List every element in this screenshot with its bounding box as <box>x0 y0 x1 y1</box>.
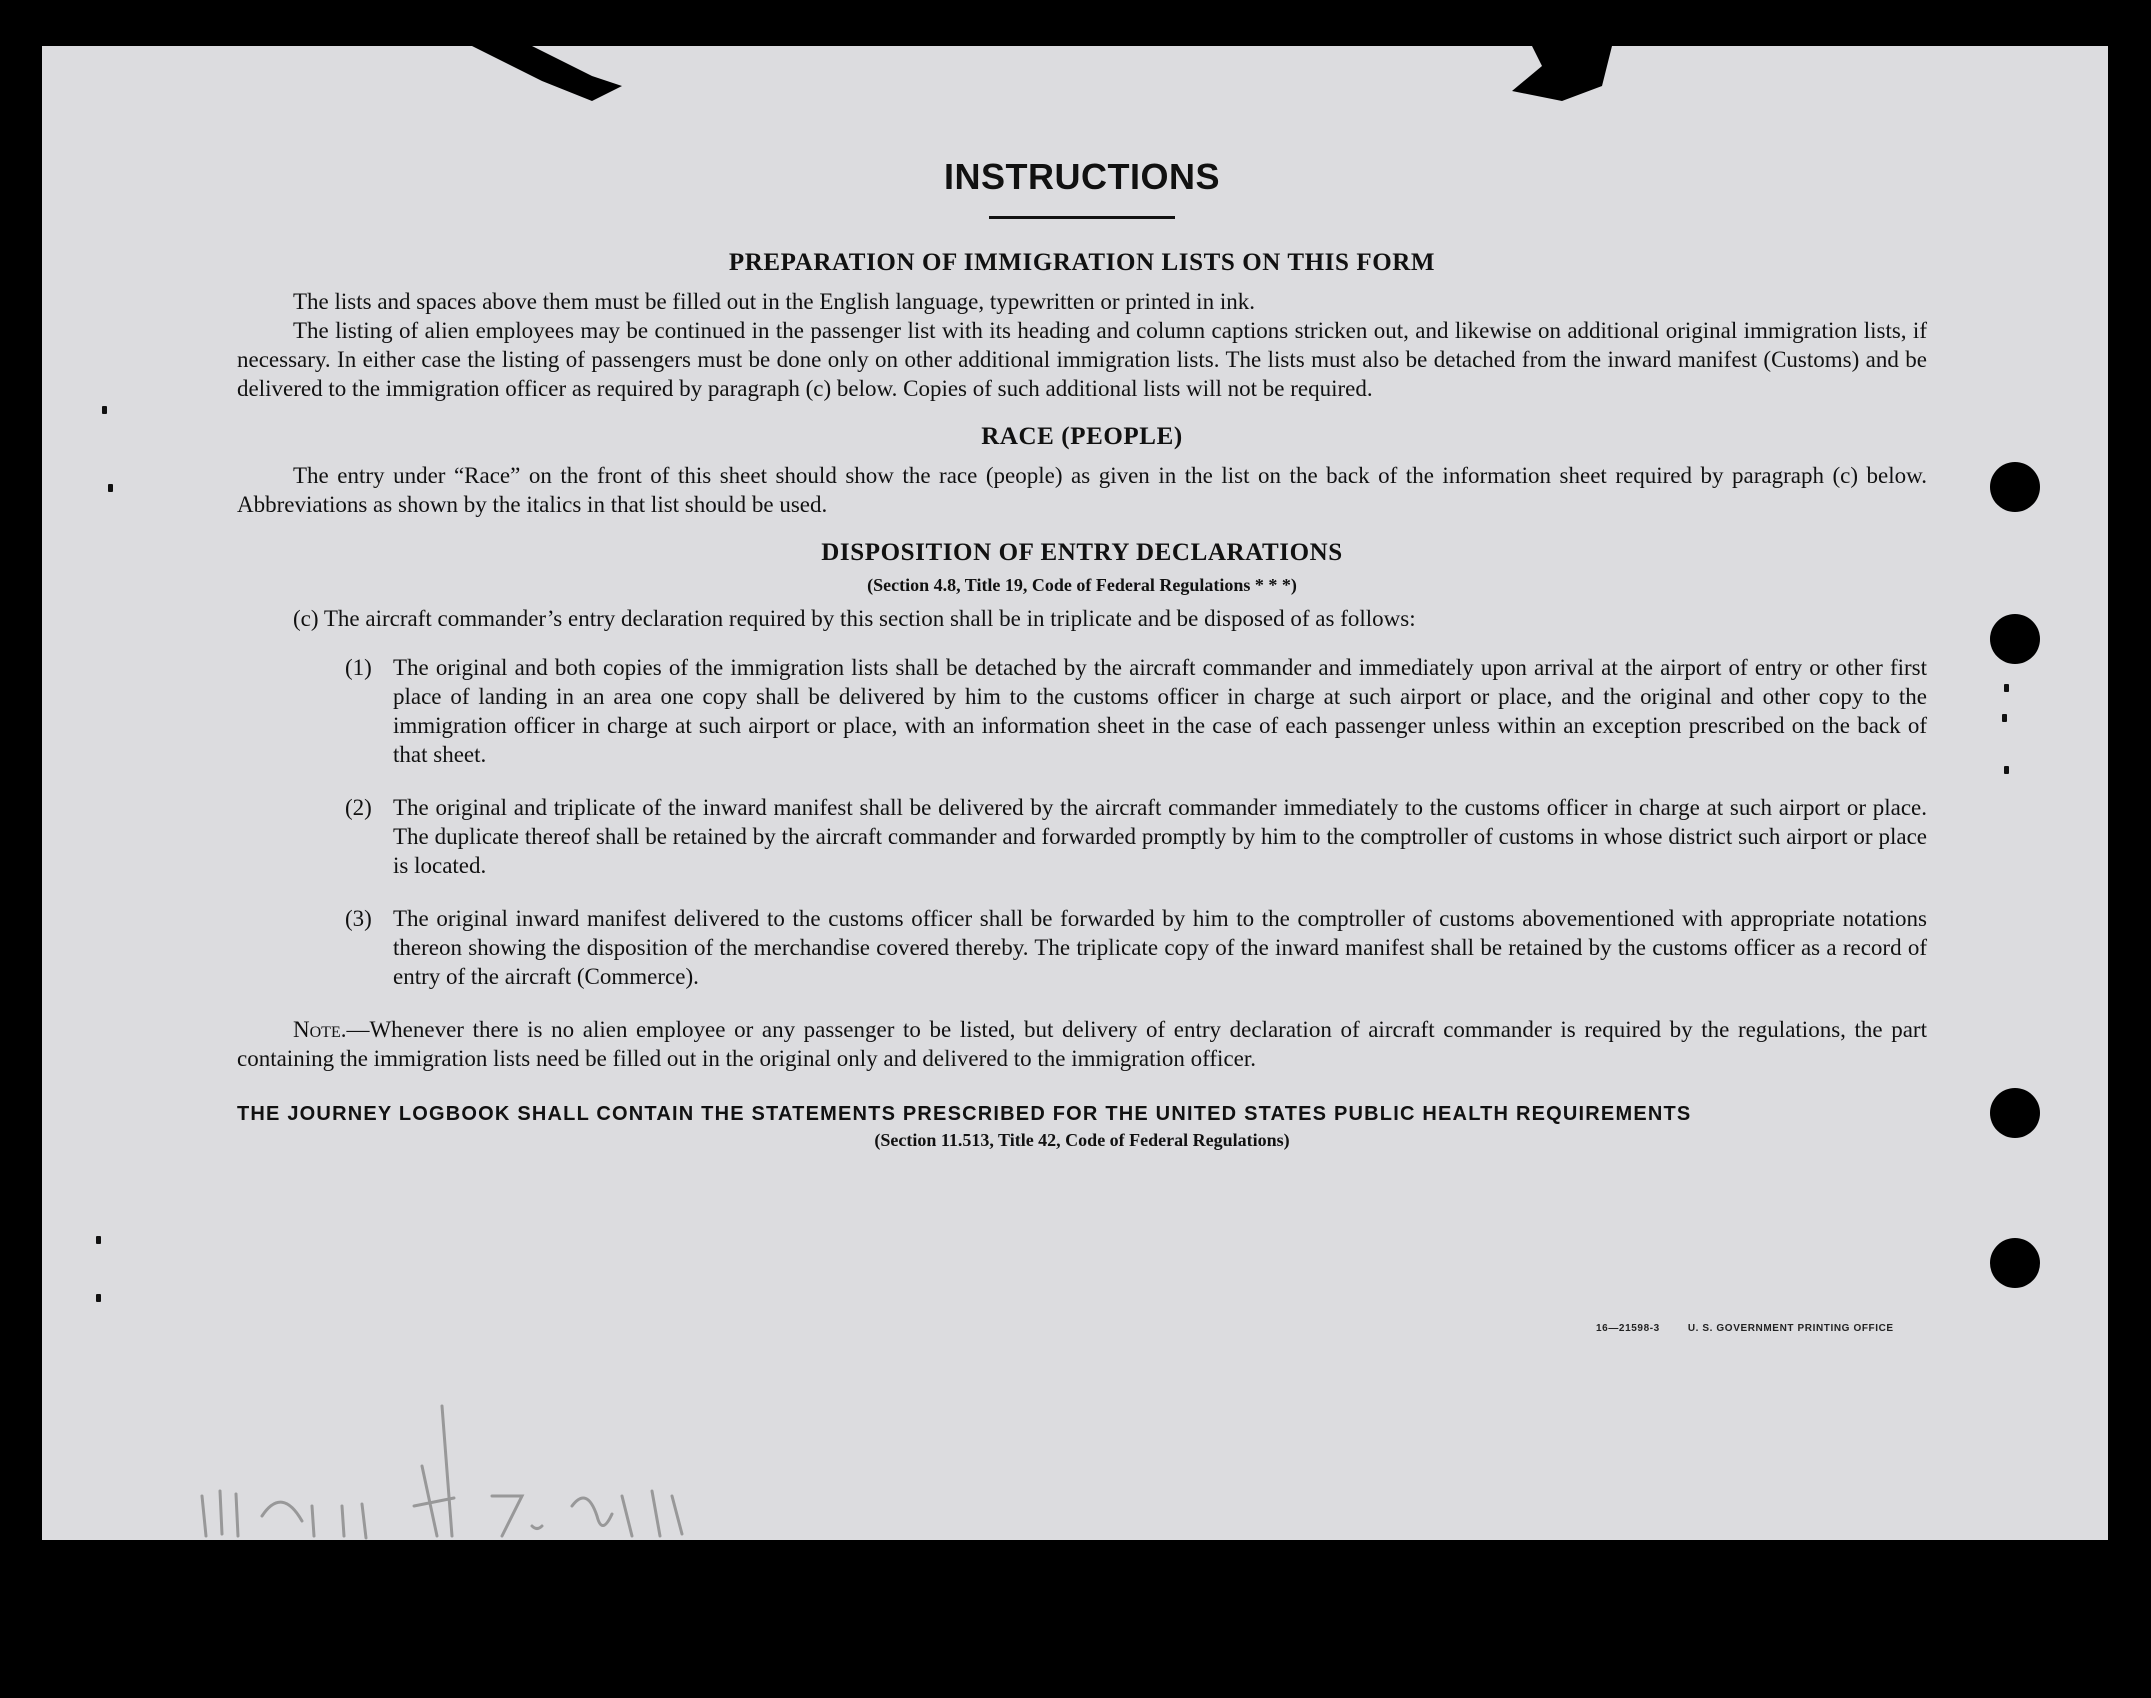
speck <box>96 1236 101 1244</box>
punch-hole <box>1990 614 2040 664</box>
punch-hole <box>1990 1238 2040 1288</box>
document-page <box>42 46 2108 1540</box>
speck <box>102 406 107 414</box>
speck <box>96 1294 101 1302</box>
clause-c: (c) The aircraft commander’s entry declaration required by this section shall be in triplicate and be disposed of as follows: <box>293 606 1416 631</box>
speck <box>2004 766 2009 774</box>
note-paragraph <box>237 1015 1927 1073</box>
list-item <box>345 793 1927 880</box>
list-item-number: (3) <box>345 906 372 931</box>
punch-hole <box>1990 462 2040 512</box>
speck <box>2002 714 2007 722</box>
paragraph-english-language: The lists and spaces above them must be filled out in the English language, typewritten or printed in ink. <box>293 289 1255 314</box>
list-item-number: (2) <box>345 795 372 820</box>
form-number: 16—21598-3 <box>1596 1323 1660 1334</box>
list-item-text: The original and both copies of the immigration lists shall be detached by the aircraft commander and immediately upon arrival at the airport of entry or other first place of landing in an area one copy shall be delivered by him to the customs officer in charge at such airport or place, and the original and other copy to the immigration officer in charge at such airport or place, with an information sheet in the case of each passenger unless within an exception prescribed on the back of that sheet. <box>393 655 1927 767</box>
title-underline <box>989 216 1175 219</box>
section-heading-preparation: PREPARATION OF IMMIGRATION LISTS ON THIS FORM <box>728 249 1436 276</box>
print-code <box>1596 1323 1922 1334</box>
speck <box>2004 684 2009 692</box>
instructions-content <box>237 106 1927 1151</box>
paragraph-race: The entry under “Race” on the front of this sheet should show the race (people) as given in the list on the back of the information sheet required by paragraph (c) below. Abbreviations as shown by the italics in that list should be used. <box>237 463 1927 517</box>
section-citation: (Section 4.8, Title 19, Code of Federal Regulations * * *) <box>867 575 1297 595</box>
list-item-text: The original and triplicate of the inward manifest shall be delivered by the aircraft commander immediately to the customs officer in charge at such airport or place. The duplicate thereof shall be retained by the aircraft commander and forwarded promptly by him to the comptroller of customs in whose district such airport or place is located. <box>393 795 1927 878</box>
punch-hole <box>1990 1088 2040 1138</box>
note-label: Note. <box>293 1017 347 1042</box>
paragraph-alien-employees: The listing of alien employees may be continued in the passenger list with its heading and column captions stricken out, and likewise on additional original immigration lists, if necessary. In either case the listing of passengers must be done only on other additional immigration lists. The lists must also be detached from the inward manifest (Customs) and be delivered to the immigration officer as required by paragraph (c) below. Copies of such additional lists will not be required. <box>237 318 1927 401</box>
section-heading-disposition: DISPOSITION OF ENTRY DECLARATIONS <box>821 539 1343 566</box>
printer-name: U. S. GOVERNMENT PRINTING OFFICE <box>1687 1323 1894 1334</box>
logbook-statement: THE JOURNEY LOGBOOK SHALL CONTAIN THE STATEMENTS PRESCRIBED FOR THE UNITED STATES PUBLIC HEALTH REQUIREMENTS <box>237 1103 1692 1125</box>
section-heading-race: RACE (PEOPLE) <box>981 423 1183 450</box>
page-title: INSTRUCTIONS <box>944 156 1220 197</box>
list-item <box>345 653 1927 769</box>
handwritten-date-signature <box>192 1386 712 1566</box>
tear-mark <box>472 46 652 106</box>
logbook-citation: (Section 11.513, Title 42, Code of Federal Regulations) <box>874 1130 1290 1150</box>
speck <box>108 484 113 492</box>
list-item-text: The original inward manifest delivered to the customs officer shall be forwarded by him to the comptroller of customs abovementioned with appropriate notations thereon showing the disposition of the merchandise covered thereby. The triplicate copy of the inward manifest shall be retained by the customs officer as a record of entry of the aircraft (Commerce). <box>393 906 1927 989</box>
tear-mark <box>1502 46 1612 106</box>
note-text: —Whenever there is no alien employee or any passenger to be listed, but delivery of entry declaration of aircraft commander is required by the regulations, the part containing the immigration lists need be filled out in the original only and delivered to the immigration officer. <box>237 1017 1927 1071</box>
list-item-number: (1) <box>345 655 372 680</box>
list-item <box>345 904 1927 991</box>
